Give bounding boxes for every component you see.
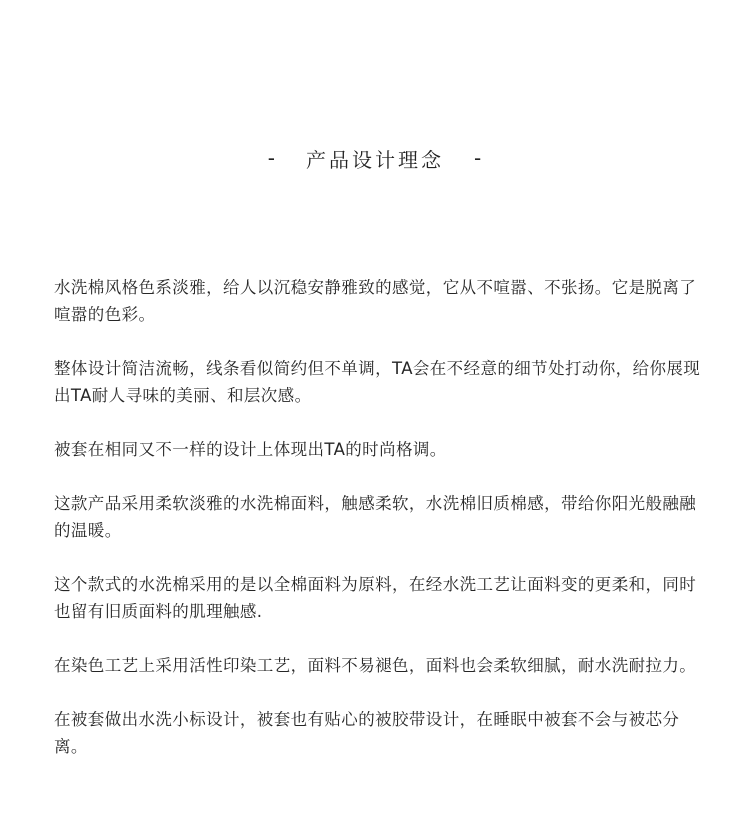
paragraph-duvet-style: 被套在相同又不一样的设计上体现出TA的时尚格调。 [54, 440, 447, 459]
paragraph-washing-process: 这个款式的水洗棉采用的是以全棉面料为原料，在经水洗工艺让面料变的更柔和，同时也留有旧质面料的肌理触感. [54, 575, 697, 621]
paragraph-label-design: 在被套做出水洗小标设计，被套也有贴心的被胶带设计，在睡眠中被套不会与被芯分离。 [54, 710, 680, 756]
section-header [0, 142, 750, 174]
title-dash-left: - [267, 146, 276, 170]
page-title: 产品设计理念 [306, 147, 444, 172]
paragraph-overall-design: 整体设计简洁流畅，线条看似简约但不单调，TA会在不经意的细节处打动你，给你展现出TA耐人寻味的美丽、和层次感。 [54, 359, 701, 405]
paragraph-fabric-softness: 这款产品采用柔软淡雅的水洗棉面料，触感柔软，水洗棉旧质棉感，带给你阳光般融融的温暖。 [54, 494, 697, 540]
title-dash-right: - [474, 146, 483, 170]
description-body [54, 274, 704, 760]
paragraph-color-style: 水洗棉风格色系淡雅，给人以沉稳安静雅致的感觉，它从不喧嚣、不张扬。它是脱离了喧嚣的色彩。 [54, 278, 697, 324]
paragraph-dyeing-process: 在染色工艺上采用活性印染工艺，面料不易褪色，面料也会柔软细腻，耐水洗耐拉力。 [54, 656, 697, 675]
